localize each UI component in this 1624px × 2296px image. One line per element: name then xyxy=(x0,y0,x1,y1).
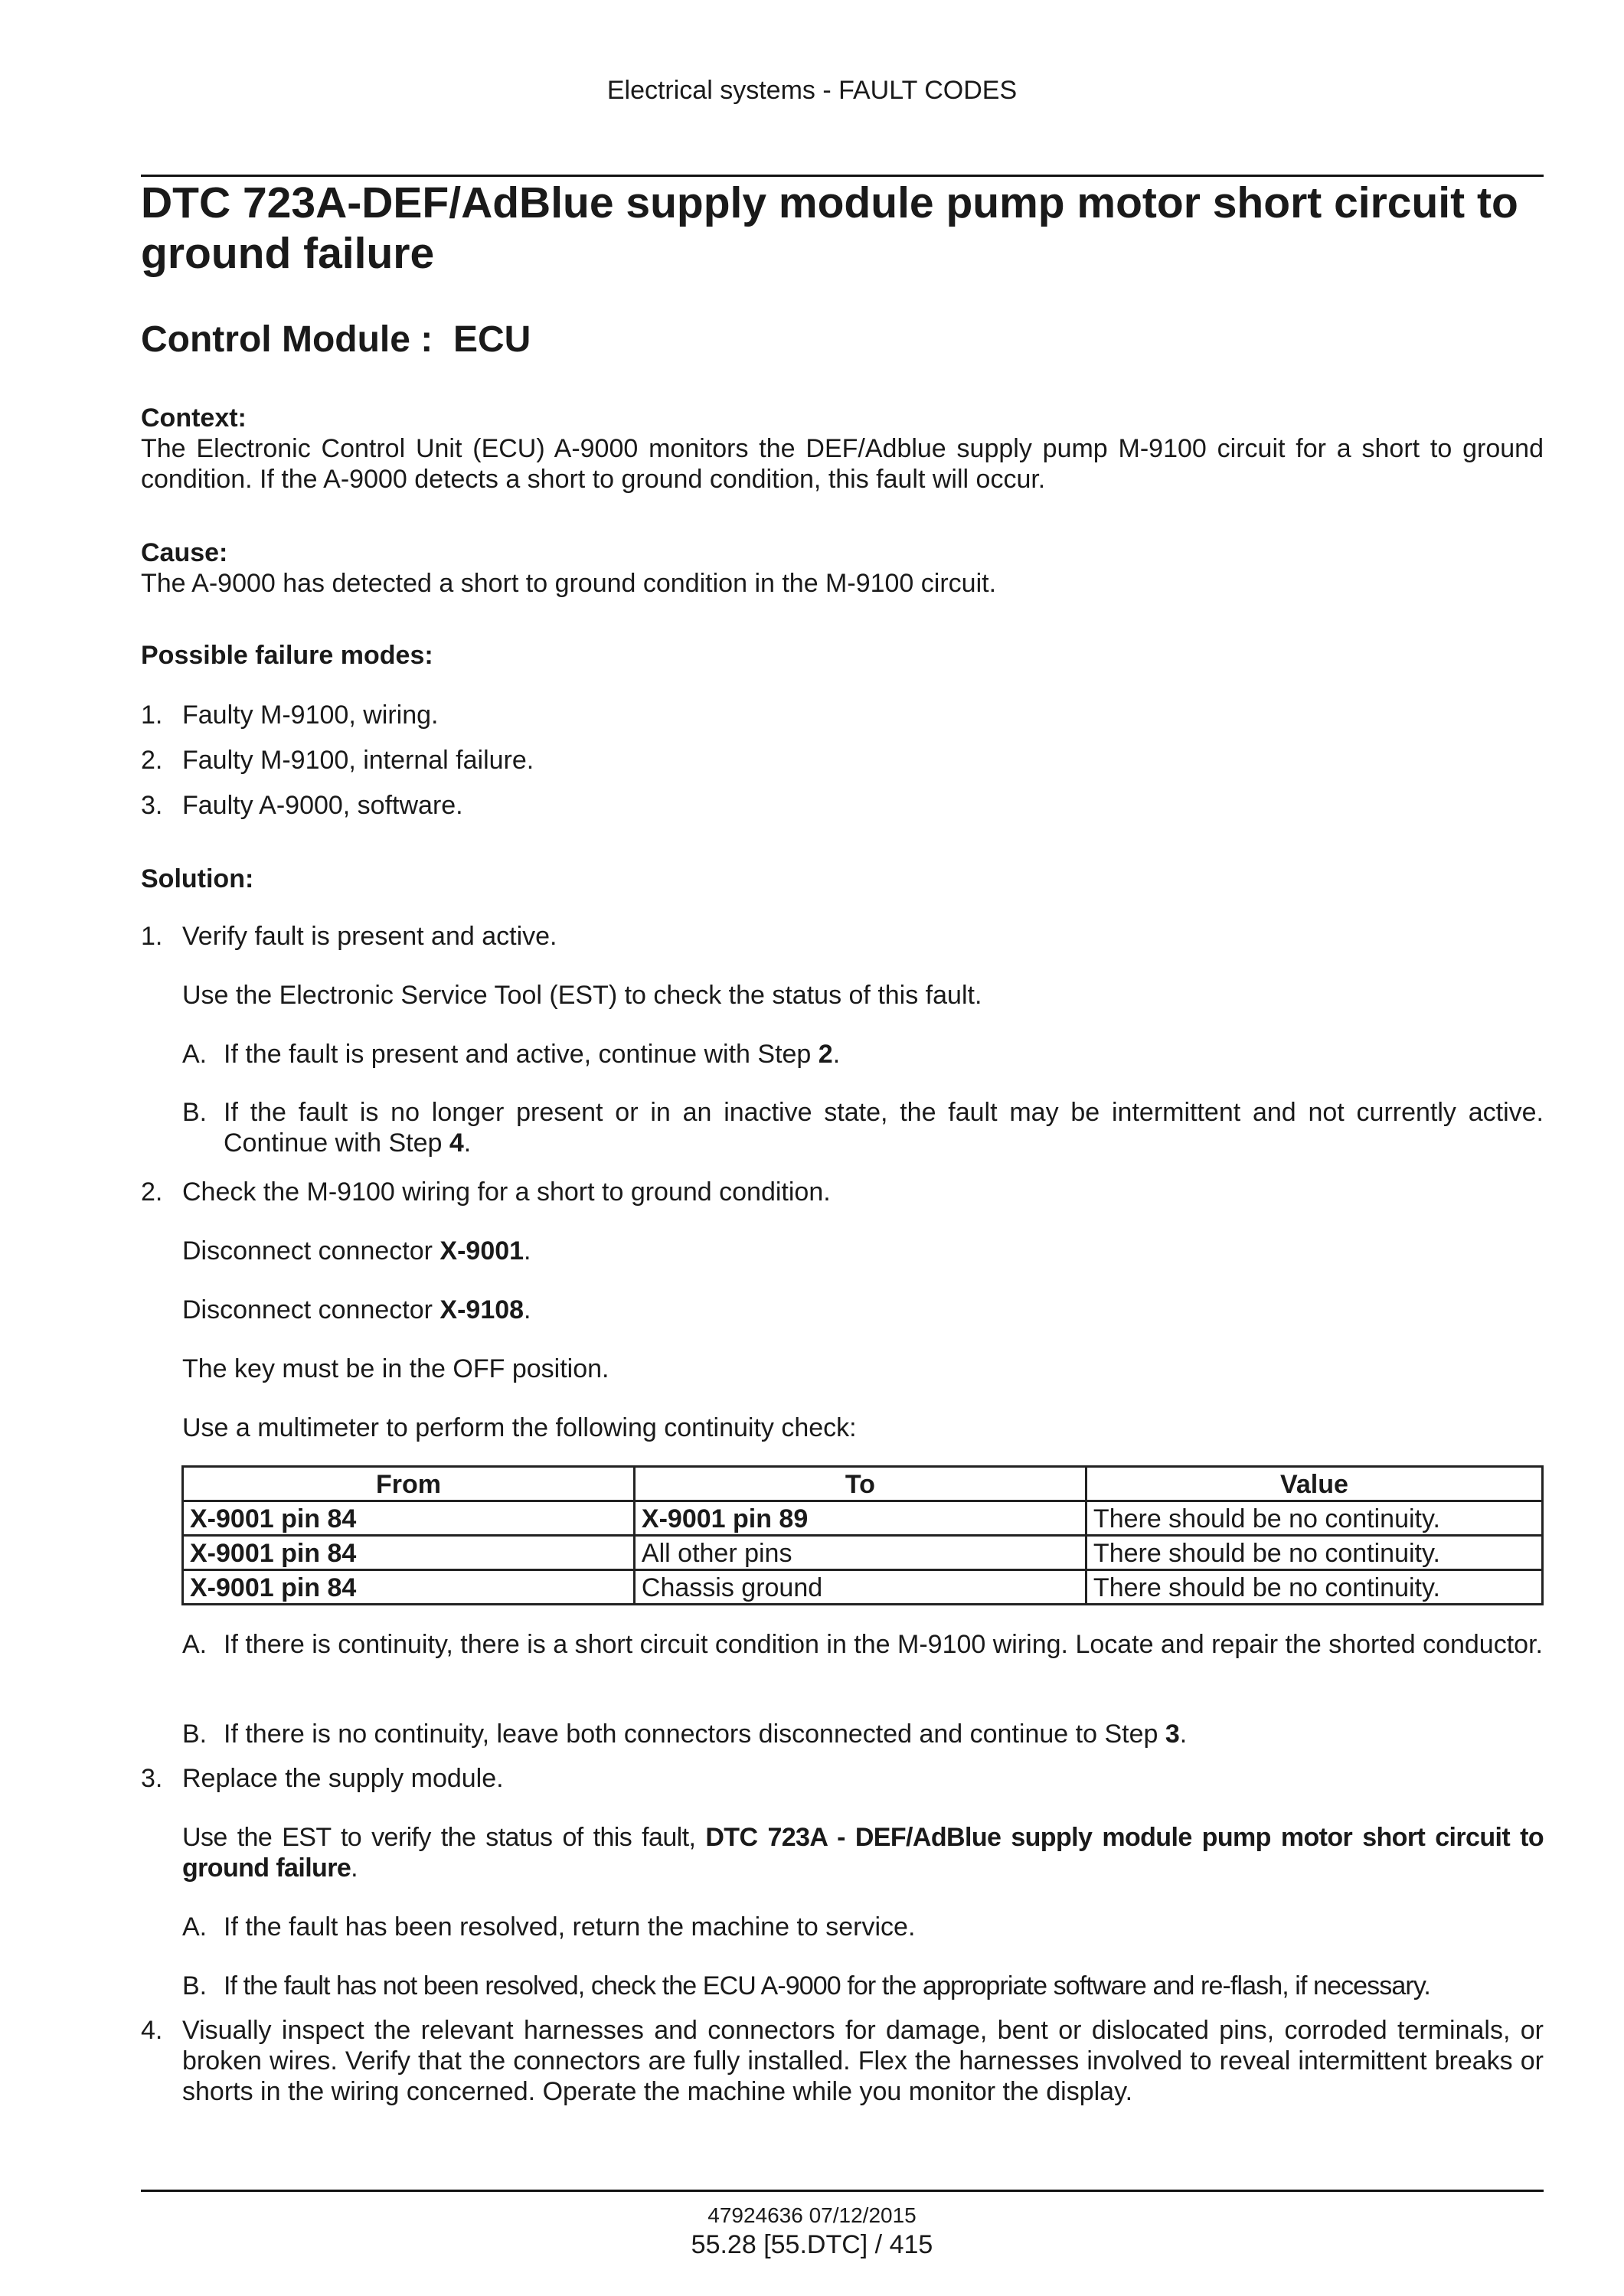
cell-to: Chassis ground xyxy=(634,1570,1086,1605)
option-text: If the fault has not been resolved, check the ECU A-9000 for the appropriate software and re-flash, if necessary. xyxy=(224,1971,1430,2000)
multimeter-instruction: Use a multimeter to perform the following continuity check: xyxy=(182,1413,857,1442)
option-letter: A. xyxy=(182,1630,207,1659)
step-ref: 2 xyxy=(818,1040,833,1069)
page-number: 55.28 [55.DTC] / 415 xyxy=(691,2230,933,2259)
table-row xyxy=(183,1501,1543,1536)
cell-value: There should be no continuity. xyxy=(1086,1501,1542,1536)
cell-from: X-9001 pin 84 xyxy=(183,1570,635,1605)
list-text: Faulty M-9100, internal failure. xyxy=(182,746,534,775)
step-ref: 3 xyxy=(1165,1720,1180,1749)
solution-step-3 xyxy=(141,1763,1544,1794)
list-number: 1. xyxy=(141,701,163,730)
document-id: 47924636 07/12/2015 xyxy=(707,2203,917,2227)
fault-ref: DTC 723A - DEF/AdBlue supply module pump motor short circuit to ground failure xyxy=(182,1823,1544,1883)
context-label: Context: xyxy=(141,403,247,433)
solution-step-1 xyxy=(141,921,1544,952)
step-3-option-b xyxy=(141,1971,1544,2001)
failure-mode-item xyxy=(141,700,1544,730)
disconnect-instruction: Disconnect connector X-9001. xyxy=(182,1236,531,1266)
connector-ref: X-9001 xyxy=(439,1236,524,1266)
option-text: If the fault has been resolved, return the machine to service. xyxy=(224,1912,916,1942)
cell-from: X-9001 pin 84 xyxy=(183,1501,635,1536)
option-letter: A. xyxy=(182,1040,207,1069)
list-text: Faulty A-9000, software. xyxy=(182,791,463,820)
step-number: 1. xyxy=(141,922,163,951)
option-text: If there is continuity, there is a short circuit condition in the M-9100 wiring. Locate and repair the shorted conductor. xyxy=(224,1630,1543,1659)
cell-to: All other pins xyxy=(634,1536,1086,1570)
step-text: Visually inspect the relevant harnesses and connectors for damage, bent or dislocated pins, corroded terminals, or broken wires. Verify that the connectors are fully installed. Flex the harnesses involved to reveal intermittent breaks or shorts in the wiring concerned. Operate the machine while you monitor the display. xyxy=(182,2016,1544,2106)
list-number: 2. xyxy=(141,746,163,775)
failure-mode-item xyxy=(141,745,1544,776)
column-header-value: Value xyxy=(1086,1467,1542,1501)
step-1-option-a xyxy=(141,1039,1544,1070)
cell-value: There should be no continuity. xyxy=(1086,1536,1542,1570)
page-title: DTC 723A-DEF/AdBlue supply module pump motor short circuit to ground failure xyxy=(141,178,1518,278)
column-header-to: To xyxy=(634,1467,1086,1501)
failure-mode-item xyxy=(141,790,1544,821)
step-1-instruction: Use the Electronic Service Tool (EST) to check the status of this fault. xyxy=(182,981,982,1010)
header-rule xyxy=(141,175,1544,177)
column-header-from: From xyxy=(183,1467,635,1501)
control-module-value: ECU xyxy=(453,319,531,360)
control-module-label: Control Module : xyxy=(141,319,433,360)
failure-modes-label: Possible failure modes: xyxy=(141,641,433,670)
cause-label: Cause: xyxy=(141,538,228,567)
disconnect-instruction: Disconnect connector X-9108. xyxy=(182,1295,531,1324)
table-header-row xyxy=(183,1467,1543,1501)
solution-step-4 xyxy=(141,2015,1544,2107)
step-number: 4. xyxy=(141,2016,163,2045)
step-1-option-b xyxy=(141,1097,1544,1158)
cause-text: The A-9000 has detected a short to ground condition in the M-9100 circuit. xyxy=(141,569,997,598)
running-header: Electrical systems - FAULT CODES xyxy=(606,76,1018,105)
connector-ref: X-9108 xyxy=(439,1295,524,1324)
step-2-option-b xyxy=(141,1719,1544,1749)
step-ref: 4 xyxy=(449,1128,464,1158)
table-row xyxy=(183,1570,1543,1605)
option-text: If there is no continuity, leave both connectors disconnected and continue to Step 3. xyxy=(224,1720,1188,1749)
control-module-heading xyxy=(141,317,531,363)
cell-to: X-9001 pin 89 xyxy=(634,1501,1086,1536)
option-letter: B. xyxy=(182,1720,207,1749)
cell-from: X-9001 pin 84 xyxy=(183,1536,635,1570)
step-2-option-a xyxy=(141,1629,1544,1690)
step-text: Replace the supply module. xyxy=(182,1764,504,1793)
context-text: The Electronic Control Unit (ECU) A-9000 monitors the DEF/Adblue supply pump M-9100 circuit for a short to ground condition. If the A-9000 detects a short to ground condition, this fault will occur. xyxy=(141,434,1544,494)
table-row xyxy=(183,1536,1543,1570)
step-number: 3. xyxy=(141,1764,163,1793)
step-3-verify-instruction: Use the EST to verify the status of this fault, DTC 723A - DEF/AdBlue supply module pump motor short circuit to ground failure. xyxy=(182,1823,1544,1883)
option-letter: A. xyxy=(182,1912,207,1942)
step-text: Check the M-9100 wiring for a short to ground condition. xyxy=(182,1177,831,1207)
continuity-table xyxy=(181,1465,1544,1605)
cell-value: There should be no continuity. xyxy=(1086,1570,1542,1605)
option-letter: B. xyxy=(182,1971,207,2000)
option-text: If the fault is present and active, continue with Step 2. xyxy=(224,1040,841,1069)
key-position-instruction: The key must be in the OFF position. xyxy=(182,1354,609,1383)
step-3-option-a xyxy=(141,1912,1544,1942)
list-number: 3. xyxy=(141,791,163,820)
option-text: If the fault is no longer present or in an inactive state, the fault may be intermittent and not currently active. Continue with Step 4. xyxy=(224,1098,1544,1158)
footer-rule xyxy=(141,2190,1544,2192)
list-text: Faulty M-9100, wiring. xyxy=(182,701,439,730)
step-number: 2. xyxy=(141,1177,163,1207)
step-text: Verify fault is present and active. xyxy=(182,922,557,951)
option-letter: B. xyxy=(182,1098,207,1127)
solution-step-2 xyxy=(141,1177,1544,1207)
solution-label: Solution: xyxy=(141,864,254,893)
